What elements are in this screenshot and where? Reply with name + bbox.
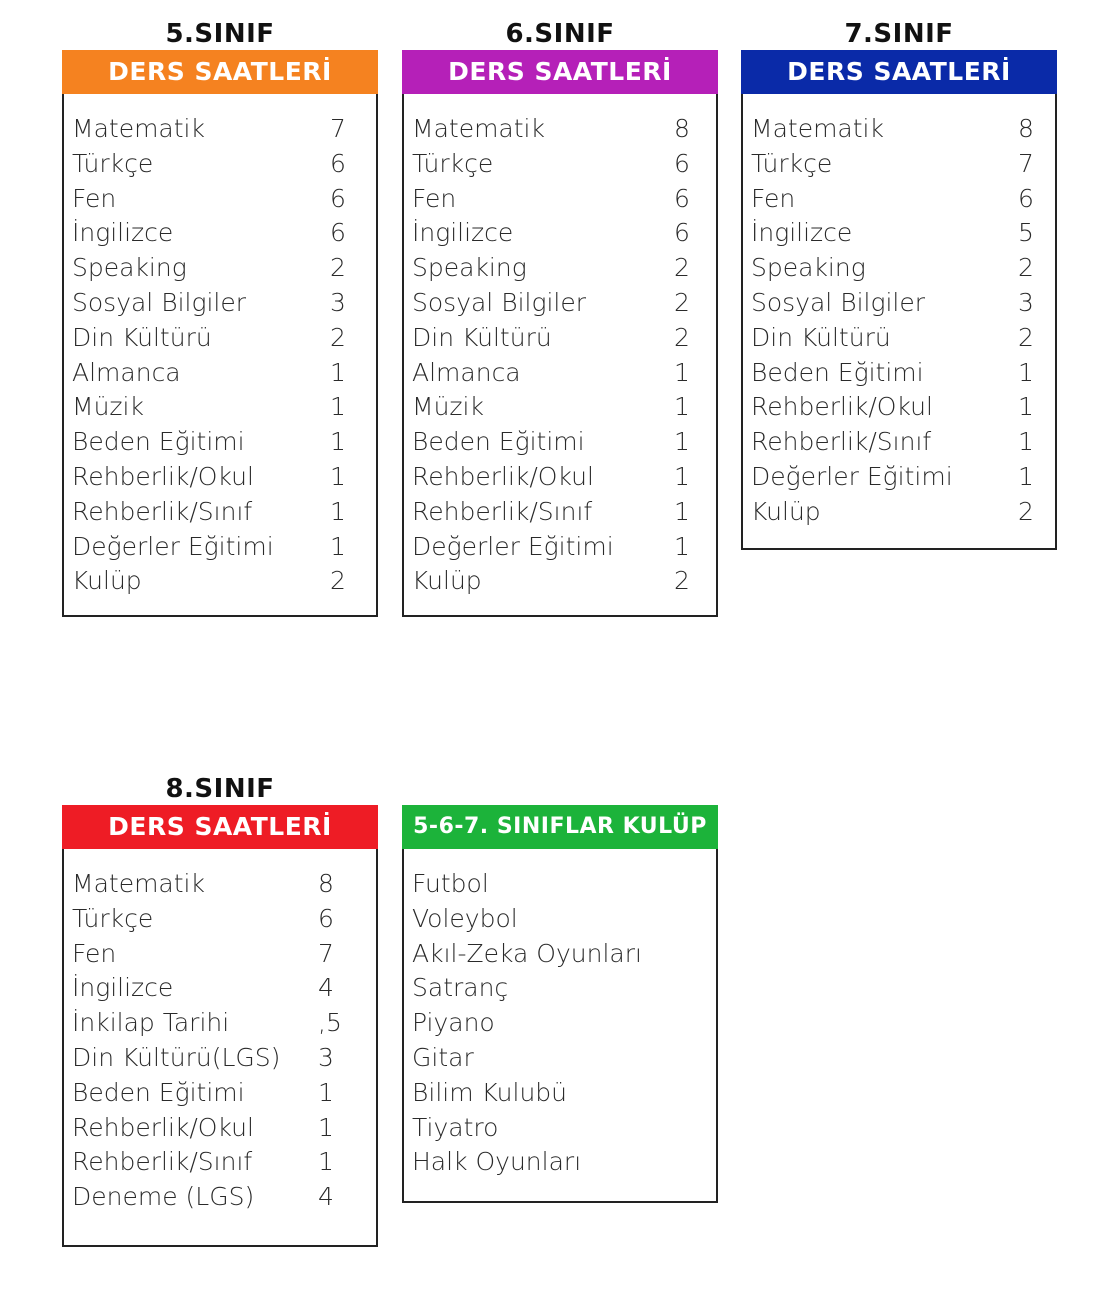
subject-hours: 5 <box>1018 218 1034 248</box>
subject-row <box>72 321 376 356</box>
subject-hours: 2 <box>674 322 690 352</box>
subject-name: Din Kültürü <box>72 322 212 352</box>
club-item: Akıl-Zeka Oyunları <box>412 938 642 968</box>
subject-hours: 2 <box>330 566 346 596</box>
subject-row <box>751 321 1055 356</box>
club-item: Futbol <box>412 869 489 898</box>
subject-hours: 6 <box>318 903 334 933</box>
subject-row <box>72 1006 376 1041</box>
subject-name: Fen <box>412 183 457 213</box>
grade-title: 5.SINIF <box>165 19 275 49</box>
subject-row <box>72 1180 376 1215</box>
subject-hours: 2 <box>1018 322 1034 352</box>
subject-hours: 2 <box>330 253 346 283</box>
subject-hours: 1 <box>318 1112 334 1142</box>
grade-5-schedule <box>62 6 378 617</box>
subject-row <box>751 251 1055 286</box>
subject-hours: 1 <box>674 357 690 387</box>
subject-row <box>412 495 716 530</box>
schedule-banner: DERS SAATLERİ <box>402 50 718 94</box>
subject-hours: 6 <box>330 183 346 213</box>
subject-row <box>72 251 376 286</box>
subject-hours: 1 <box>1018 392 1034 422</box>
subject-name: Almanca <box>412 357 521 387</box>
schedule-banner: DERS SAATLERİ <box>741 50 1057 94</box>
subject-hours: 6 <box>674 148 690 178</box>
subject-name: Türkçe <box>412 148 494 178</box>
clubs-list <box>402 761 718 1203</box>
subject-row <box>412 147 716 182</box>
subject-row <box>72 867 376 902</box>
subject-name: Rehberlik/Okul <box>412 461 594 491</box>
subject-row <box>72 460 376 495</box>
subject-hours: 2 <box>674 253 690 283</box>
subject-row <box>751 112 1055 147</box>
subject-name: Rehberlik/Sınıf <box>72 1147 253 1177</box>
subject-name: Rehberlik/Sınıf <box>412 496 593 526</box>
subject-row <box>72 564 376 599</box>
subject-name: Türkçe <box>751 148 833 178</box>
subject-hours: 1 <box>330 496 346 526</box>
subject-list <box>741 94 1057 550</box>
subject-hours: 1 <box>1018 427 1034 457</box>
grade-title: 6.SINIF <box>505 19 615 49</box>
subject-name: İngilizce <box>72 973 174 1003</box>
subject-hours: 1 <box>674 461 690 491</box>
subject-name: Müzik <box>412 392 484 422</box>
subject-row <box>72 1076 376 1111</box>
subject-hours: 1 <box>330 427 346 457</box>
subject-name: Değerler Eğitimi <box>72 531 274 561</box>
subject-name: Din Kültürü <box>751 322 891 352</box>
subject-row <box>72 495 376 530</box>
subject-hours: 1 <box>674 531 690 561</box>
grade-title-spacer <box>402 761 718 805</box>
subject-row <box>751 286 1055 321</box>
club-item: Tiyatro <box>412 1112 499 1142</box>
subject-row <box>412 530 716 565</box>
grade-7-schedule <box>741 6 1057 550</box>
subject-row <box>72 937 376 972</box>
grade-title: 7.SINIF <box>844 19 954 49</box>
schedule-banner: DERS SAATLERİ <box>62 50 378 94</box>
subject-name: Rehberlik/Sınıf <box>751 427 932 457</box>
subject-name: Türkçe <box>72 903 154 933</box>
subject-name: Rehberlik/Okul <box>72 461 254 491</box>
subject-hours: 2 <box>330 322 346 352</box>
subject-hours: 2 <box>674 287 690 317</box>
subject-name: Kulüp <box>751 496 821 526</box>
subject-row <box>72 530 376 565</box>
subject-name: Speaking <box>751 253 866 283</box>
subject-row <box>412 216 716 251</box>
subject-hours: 1 <box>330 461 346 491</box>
subject-name: İngilizce <box>412 218 514 248</box>
subject-row <box>72 425 376 460</box>
subject-hours: 6 <box>330 218 346 248</box>
subject-row <box>751 460 1055 495</box>
subject-row <box>412 321 716 356</box>
subject-hours: 1 <box>318 1077 334 1107</box>
subject-list <box>402 94 718 617</box>
subject-name: Değerler Eğitimi <box>412 531 614 561</box>
subject-hours: 1 <box>1018 461 1034 491</box>
subject-name: Beden Eğitimi <box>72 1077 245 1107</box>
subject-row <box>72 356 376 391</box>
subject-name: Sosyal Bilgiler <box>751 287 926 317</box>
club-item: Satranç <box>412 973 509 1003</box>
subject-row <box>412 425 716 460</box>
subject-hours: 7 <box>1018 148 1034 178</box>
subject-row <box>412 251 716 286</box>
subject-name: Kulüp <box>72 566 142 596</box>
subject-row <box>72 286 376 321</box>
subject-row <box>751 216 1055 251</box>
subject-hours: 6 <box>1018 183 1034 213</box>
subject-name: Beden Eğitimi <box>751 357 924 387</box>
subject-row <box>751 390 1055 425</box>
club-item: Halk Oyunları <box>412 1147 582 1177</box>
subject-row <box>412 390 716 425</box>
subject-hours: 1 <box>674 392 690 422</box>
subject-row <box>72 182 376 217</box>
subject-hours: 1 <box>1018 357 1034 387</box>
subject-row <box>412 182 716 217</box>
subject-row <box>412 564 716 599</box>
subject-name: Rehberlik/Okul <box>72 1112 254 1142</box>
subject-hours: 4 <box>318 1182 334 1212</box>
grade-title: 8.SINIF <box>165 774 275 804</box>
subject-name: Beden Eğitimi <box>412 427 585 457</box>
subject-name: Almanca <box>72 357 181 387</box>
subject-row <box>72 971 376 1006</box>
subject-row <box>751 495 1055 530</box>
club-item: Piyano <box>412 1008 495 1038</box>
subject-row <box>72 390 376 425</box>
subject-name: Beden Eğitimi <box>72 427 245 457</box>
subject-row <box>751 182 1055 217</box>
subject-hours: 3 <box>330 287 346 317</box>
subject-row <box>72 216 376 251</box>
grade-6-schedule <box>402 6 718 617</box>
subject-hours: 2 <box>674 566 690 596</box>
subject-row <box>72 1145 376 1180</box>
subject-name: İngilizce <box>751 218 853 248</box>
subject-name: İnkilap Tarihi <box>72 1008 230 1038</box>
subject-hours: 3 <box>1018 287 1034 317</box>
subject-row <box>72 1041 376 1076</box>
subject-hours: 2 <box>1018 496 1034 526</box>
subject-name: Matematik <box>751 114 884 143</box>
subject-hours: 8 <box>1018 114 1034 143</box>
subject-row <box>751 147 1055 182</box>
subject-name: Fen <box>72 183 117 213</box>
subject-row <box>72 147 376 182</box>
subject-list <box>62 849 378 1247</box>
club-item: Voleybol <box>412 903 518 933</box>
subject-hours: 7 <box>330 114 346 143</box>
subject-row <box>72 902 376 937</box>
subject-row <box>412 112 716 147</box>
clubs-banner: 5-6-7. SINIFLAR KULÜP <box>402 805 718 849</box>
subject-hours: 1 <box>330 392 346 422</box>
subject-row <box>412 286 716 321</box>
subject-name: Rehberlik/Sınıf <box>72 496 253 526</box>
subject-name: Değerler Eğitimi <box>751 461 953 491</box>
subject-hours: 1 <box>330 357 346 387</box>
club-item: Bilim Kulubü <box>412 1077 568 1107</box>
subject-row <box>412 356 716 391</box>
subject-row <box>72 112 376 147</box>
subject-hours: 6 <box>674 218 690 248</box>
subject-row <box>751 356 1055 391</box>
subject-name: Rehberlik/Okul <box>751 392 933 422</box>
subject-name: Fen <box>72 938 117 968</box>
subject-name: Fen <box>751 183 796 213</box>
subject-hours: 8 <box>674 114 690 143</box>
subject-name: Speaking <box>412 253 527 283</box>
subject-hours: 6 <box>330 148 346 178</box>
subject-row <box>72 1111 376 1146</box>
subject-name: Matematik <box>72 114 205 143</box>
subject-name: Din Kültürü(LGS) <box>72 1042 281 1072</box>
club-items <box>402 849 718 1203</box>
subject-hours: 4 <box>318 973 334 1003</box>
subject-name: Speaking <box>72 253 187 283</box>
subject-row <box>751 425 1055 460</box>
subject-hours: 1 <box>330 531 346 561</box>
subject-hours: 6 <box>674 183 690 213</box>
subject-hours: 7 <box>318 938 334 968</box>
subject-name: Sosyal Bilgiler <box>412 287 587 317</box>
subject-name: İngilizce <box>72 218 174 248</box>
subject-hours: ,5 <box>318 1008 342 1038</box>
subject-name: Matematik <box>412 114 545 143</box>
subject-list <box>62 94 378 617</box>
grade-8-schedule <box>62 761 378 1247</box>
subject-name: Din Kültürü <box>412 322 552 352</box>
subject-row <box>412 460 716 495</box>
subject-hours: 1 <box>674 496 690 526</box>
subject-hours: 3 <box>318 1042 334 1072</box>
subject-hours: 1 <box>674 427 690 457</box>
subject-name: Türkçe <box>72 148 154 178</box>
schedule-banner: DERS SAATLERİ <box>62 805 378 849</box>
subject-name: Matematik <box>72 869 205 898</box>
subject-name: Deneme (LGS) <box>72 1182 255 1212</box>
club-item: Gitar <box>412 1042 474 1072</box>
subject-name: Sosyal Bilgiler <box>72 287 247 317</box>
subject-hours: 1 <box>318 1147 334 1177</box>
subject-hours: 2 <box>1018 253 1034 283</box>
subject-hours: 8 <box>318 869 334 898</box>
subject-name: Müzik <box>72 392 144 422</box>
subject-name: Kulüp <box>412 566 482 596</box>
